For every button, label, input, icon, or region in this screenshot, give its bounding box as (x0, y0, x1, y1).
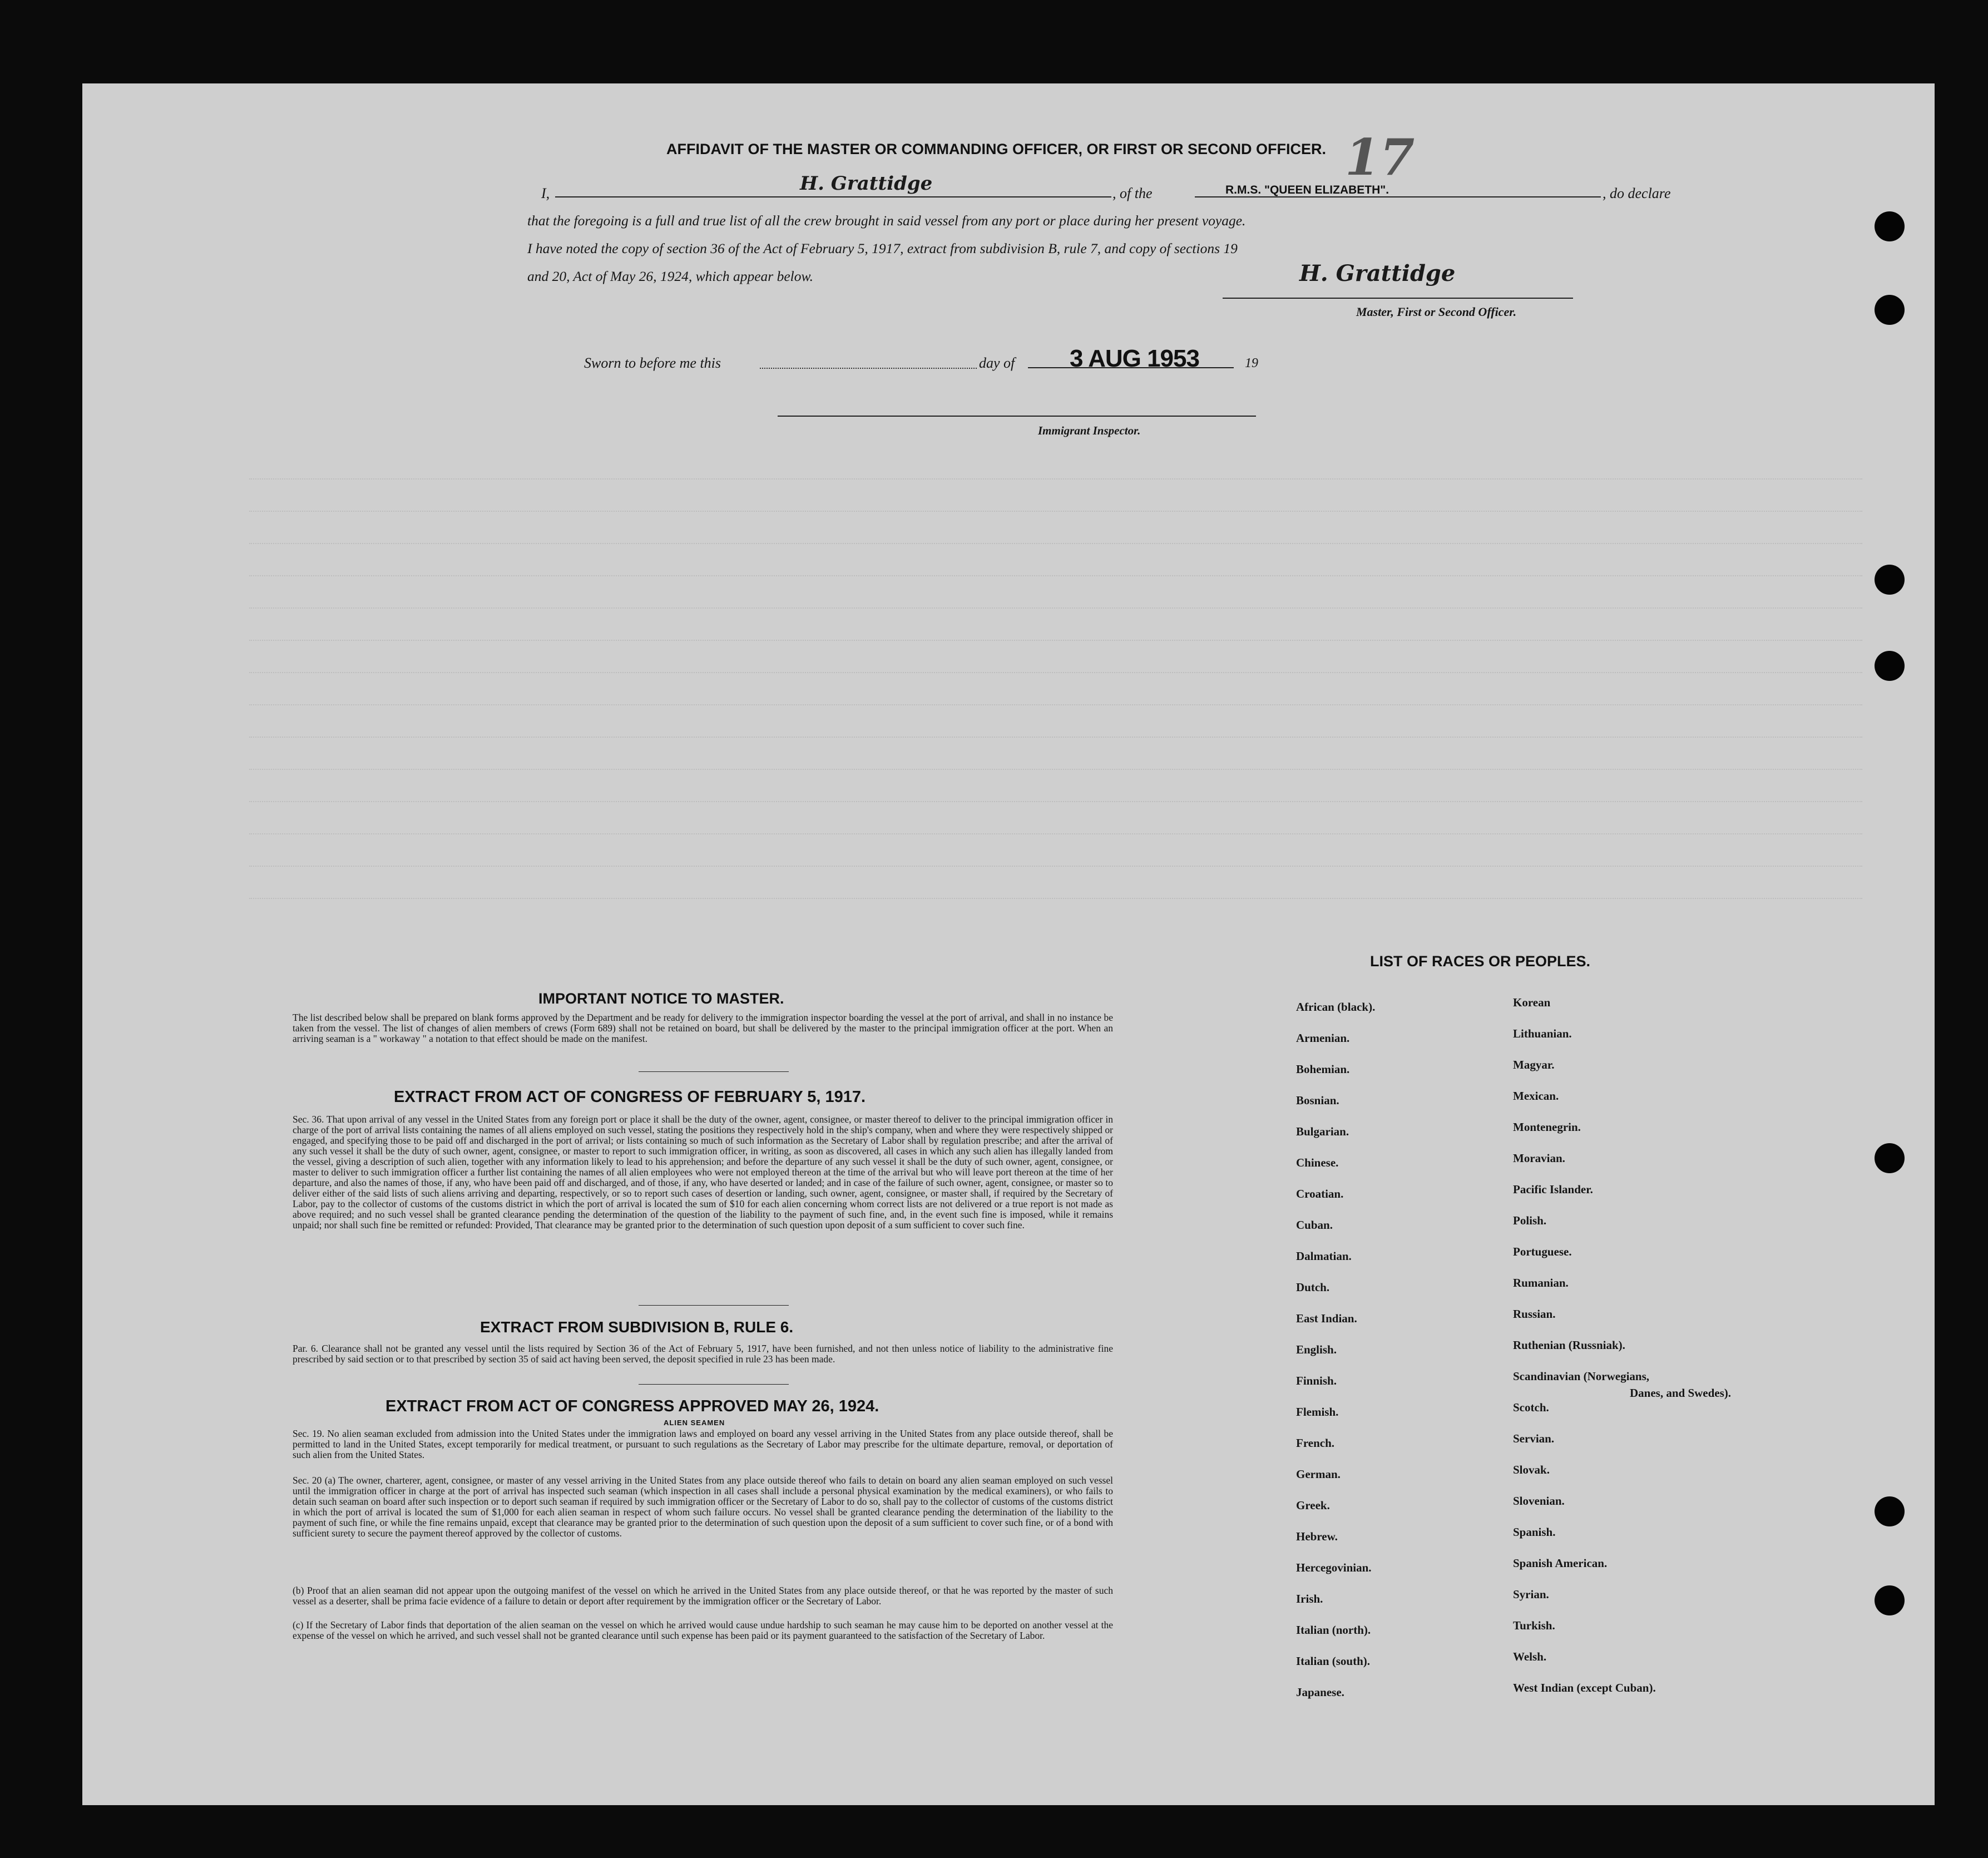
race-left-item: French. (1296, 1436, 1335, 1450)
race-left-item: Hercegovinian. (1296, 1561, 1372, 1574)
race-left-item: Bosnian. (1296, 1094, 1339, 1107)
bleed-through-row (249, 699, 1862, 705)
race-right-item: Scandinavian (Norwegians, (1513, 1370, 1650, 1383)
race-left-item: Cuban. (1296, 1218, 1333, 1232)
race-left-item: Irish. (1296, 1592, 1323, 1605)
race-right-item: Welsh. (1513, 1650, 1547, 1663)
race-left-item: Bohemian. (1296, 1063, 1350, 1076)
sworn-prefix: Sworn to before me this (584, 355, 721, 371)
sworn-day-of: day of (979, 355, 1015, 371)
race-right-item: Spanish American. (1513, 1556, 1608, 1570)
race-left-item: Italian (south). (1296, 1654, 1371, 1668)
master-signature: H. Grattidge (1299, 260, 1456, 286)
inspector-label: Immigrant Inspector. (1038, 424, 1141, 437)
page-number-marker: 17 (1345, 128, 1415, 187)
affidavit-line-4: and 20, Act of May 26, 1924, which appear below. (527, 268, 813, 284)
bleed-through-row (249, 473, 1862, 480)
race-right-item: Turkish. (1513, 1619, 1555, 1632)
race-right-item: Magyar. (1513, 1058, 1555, 1071)
master-label: Master, First or Second Officer. (1356, 305, 1517, 319)
officer-name-signature: H. Grattidge (800, 172, 933, 195)
rule-6-divider (639, 1384, 789, 1385)
bleed-through-row (249, 537, 1862, 544)
affidavit-do-declare: , do declare (1603, 185, 1671, 201)
sworn-year-prefix: 19 (1245, 356, 1258, 370)
race-right-item: Spanish. (1513, 1525, 1556, 1539)
race-left-item: German. (1296, 1467, 1341, 1481)
race-left-item: Finnish. (1296, 1374, 1337, 1387)
race-right-item: Korean (1513, 996, 1551, 1009)
sec-19-text: Sec. 19. No alien seaman excluded from admission into the United States under the immigration laws and employed on board any vessel arriving in the United States from any place outside thereof, shall be permitted to land in the United States, except temporarily for medical treatment, or pursuant to such regulations as the Secretary of Labor may prescribe for the ultimate departure, removal, or deportation of such alien from the United States. (293, 1428, 1113, 1460)
binder-hole (1875, 211, 1905, 241)
race-left-item: East Indian. (1296, 1312, 1357, 1325)
race-left-item: Chinese. (1296, 1156, 1339, 1169)
bleed-through-row (249, 731, 1862, 738)
rule-6-text: Par. 6. Clearance shall not be granted any vessel until the lists required by Section 36 of the Act of February 5, 1917, have been furnished, and not then unless notice of liability to the administrative fine prescribed by said section or to that prescribed by section 35 of said act having been served, the deposit specified in rule 23 has been made. (293, 1343, 1113, 1365)
race-right-item: Syrian. (1513, 1588, 1549, 1601)
affidavit-i: I, (541, 185, 550, 201)
race-right-item: Ruthenian (Russniak). (1513, 1338, 1625, 1352)
extract-1917-divider (639, 1305, 789, 1306)
master-signature-line (1223, 298, 1573, 299)
race-left-item: Croatian. (1296, 1187, 1344, 1200)
race-left-item: Dutch. (1296, 1281, 1330, 1294)
binder-hole (1875, 565, 1905, 595)
extract-1924-title: EXTRACT FROM ACT OF CONGRESS APPROVED MAY 26, 1924. (385, 1397, 879, 1415)
binder-hole (1875, 295, 1905, 325)
inspector-line (778, 416, 1256, 417)
race-right-item: Portuguese. (1513, 1245, 1572, 1258)
affidavit-of-the: , of the (1112, 185, 1153, 201)
race-left-item: Flemish. (1296, 1405, 1339, 1419)
race-right-item: Mexican. (1513, 1089, 1559, 1103)
bleed-through-row (249, 828, 1862, 834)
race-right-item: Montenegrin. (1513, 1120, 1581, 1134)
races-title: LIST OF RACES OR PEOPLES. (1370, 953, 1591, 970)
binder-hole (1875, 1143, 1905, 1173)
race-left-item: African (black). (1296, 1000, 1376, 1014)
race-right-item: Scotch. (1513, 1401, 1549, 1414)
race-right-item: Pacific Islander. (1513, 1183, 1593, 1196)
race-left-item: English. (1296, 1343, 1337, 1356)
race-right-item: Lithuanian. (1513, 1027, 1572, 1040)
race-right-item: Russian. (1513, 1307, 1556, 1321)
notice-text: The list described below shall be prepared on blank forms approved by the Department and be ready for delivery to the immigration inspector boarding the vessel at the port of arrival, and shall in no instance be taken from the vessel. The list of changes of alien members of crews (Form 689) shall not be retained on board, but shall be delivered by the master to the principal immigration officer at the port. When an arriving seaman is a " workaway " a notation to that effect should be made on the manifest. (293, 1012, 1113, 1044)
vessel-name: R.M.S. "QUEEN ELIZABETH". (1225, 184, 1389, 196)
race-left-item: Bulgarian. (1296, 1125, 1349, 1138)
sec-20b-text: (b) Proof that an alien seaman did not appear upon the outgoing manifest of the vessel on which he arrived in the United States from any place outside thereof, or that he was reported by the master of such vessel as a deserter, shall be prima facie evidence of a failure to detain or deport after requirement by the immigration officer or the Secretary of Labor. (293, 1585, 1113, 1607)
bleed-through-row (249, 860, 1862, 867)
bleed-through-row (249, 634, 1862, 641)
race-left-item: Armenian. (1296, 1031, 1350, 1045)
extract-1917-title: EXTRACT FROM ACT OF CONGRESS OF FEBRUARY 5, 1917. (394, 1088, 866, 1106)
extract-1917-text: Sec. 36. That upon arrival of any vessel in the United States from any foreign port or place it shall be the duty of the owner, agent, consignee, or master thereof to deliver to the principal immigration officer in charge of the port of arrival lists containing the names of all aliens employed on such vessel, stating the positions they respectively hold in the ship's company, when and where they were respectively shipped or engaged, and specifying those to be paid off and discharged in the port of arrival; or lists containing so much of such information as the Secretary of Labor shall by regulation prescribe; and after the arrival of any such vessel it shall be the duty of such owner, agent, consignee, or master to report to such immigration officer, in writing, as soon as discovered, all cases in which any such alien has illegally landed from the vessel, giving a description of such alien, together with any information likely to lead to his apprehension; and before the departure of any such vessel it shall be the duty of such owner, agent, consignee, or master to deliver to such immigration officer a further list containing the names of all alien employees who were not employed thereon at the time of the arrival but who will leave port thereon at the time of her departure, and also the names of those, if any, who have been paid off and discharged, and of those, if any, who have deserted or landed; and in case of the failure of such owner, agent, consignee, or master so to deliver either of the said lists of such aliens arriving and departing, respectively, or so to report such cases of desertion or landing, such owner, agent, consignee, or master shall, if required by the Secretary of Labor, pay to the collector of customs of the customs district in which the port of arrival is located the sum of $10 for each alien concerning whom correct lists are not delivered or a true report is not made as above required; and no such vessel shall be granted clearance pending the determination of the question of the liability to the payment of such fine, and, in the event such fine is imposed, while it remains unpaid; nor shall such fine be remitted or refunded: Provided, That clearance may be granted prior to the determination of such question upon deposit of a sum sufficient to cover such fine. (293, 1114, 1113, 1231)
bleed-through-row (249, 763, 1862, 770)
race-left-item: Greek. (1296, 1499, 1330, 1512)
binder-hole (1875, 1585, 1905, 1615)
sec-20a-text: Sec. 20 (a) The owner, charterer, agent, consignee, or master of any vessel arriving in the United States from any place outside thereof who fails to detain on board any alien seaman employed on such vessel until the immigration officer in charge at the port of arrival has inspected such seaman (which inspection in all cases shall include a personal physical examination by the medical examiners), or who fails to detain such seaman on board after such inspection or to deport such seaman if required by such immigration officer or the Secretary of Labor to do so, shall pay to the collector of customs of the customs district in which the port of arrival is located the sum of $1,000 for each alien seaman in respect of whom such failure occurs. No vessel shall be granted clearance pending the determination of the liability to the payment of such fine, or while the fine remains unpaid, except that clearance may be granted prior to the determination of such question upon the deposit of a sum sufficient to cover such fine, or of a bond with sufficient surety to secure the payment thereof approved by the collector of customs. (293, 1475, 1113, 1539)
affidavit-line-2: that the foregoing is a full and true list of all the crew brought in said vessel from any port or place during her present voyage. (527, 213, 1246, 229)
sec-20c-text: (c) If the Secretary of Labor finds that deportation of the alien seaman on the vessel on which he arrived would cause undue hardship to such seaman he may cause him to be deported on another vessel at the expense of the vessel on which he arrived, and such vessel shall not be granted clearance until such expense has been paid or its payment guaranteed to the satisfaction of the Secretary of Labor. (293, 1619, 1113, 1641)
race-right-item: Slovak. (1513, 1463, 1550, 1476)
bleed-through-row (249, 666, 1862, 673)
bleed-through-row (249, 570, 1862, 576)
document-page (82, 83, 1935, 1805)
notice-divider (639, 1071, 789, 1072)
name-underline (555, 196, 1111, 197)
date-stamp: 3 AUG 1953 (1070, 345, 1199, 372)
bleed-through-row (249, 602, 1862, 609)
bleed-through-row (249, 505, 1862, 512)
race-left-item: Italian (north). (1296, 1623, 1371, 1637)
alien-seamen-subtitle: ALIEN SEAMEN (664, 1419, 725, 1427)
race-right-item: Slovenian. (1513, 1494, 1565, 1508)
sworn-day-line (760, 367, 977, 369)
binder-hole (1875, 651, 1905, 681)
race-right-item: Servian. (1513, 1432, 1555, 1445)
race-right-item: Rumanian. (1513, 1276, 1569, 1289)
race-left-item: Dalmatian. (1296, 1249, 1352, 1263)
notice-title: IMPORTANT NOTICE TO MASTER. (538, 990, 784, 1007)
bleed-through-row (249, 795, 1862, 802)
race-left-item: Hebrew. (1296, 1530, 1338, 1543)
race-scandinavian-continuation: Danes, and Swedes). (1630, 1386, 1732, 1400)
race-right-item: West Indian (except Cuban). (1513, 1681, 1656, 1694)
rule-6-title: EXTRACT FROM SUBDIVISION B, RULE 6. (480, 1318, 794, 1336)
bleed-through-row (249, 892, 1862, 899)
affidavit-line-3: I have noted the copy of section 36 of the Act of February 5, 1917, extract from subdivision B, rule 7, and copy of sections 19 (527, 240, 1238, 256)
race-left-item: Japanese. (1296, 1686, 1344, 1699)
race-right-item: Polish. (1513, 1214, 1547, 1227)
affidavit-title: AFFIDAVIT OF THE MASTER OR COMMANDING OFFICER, OR FIRST OR SECOND OFFICER. (666, 141, 1326, 157)
binder-hole (1875, 1496, 1905, 1526)
race-right-item: Moravian. (1513, 1152, 1565, 1165)
